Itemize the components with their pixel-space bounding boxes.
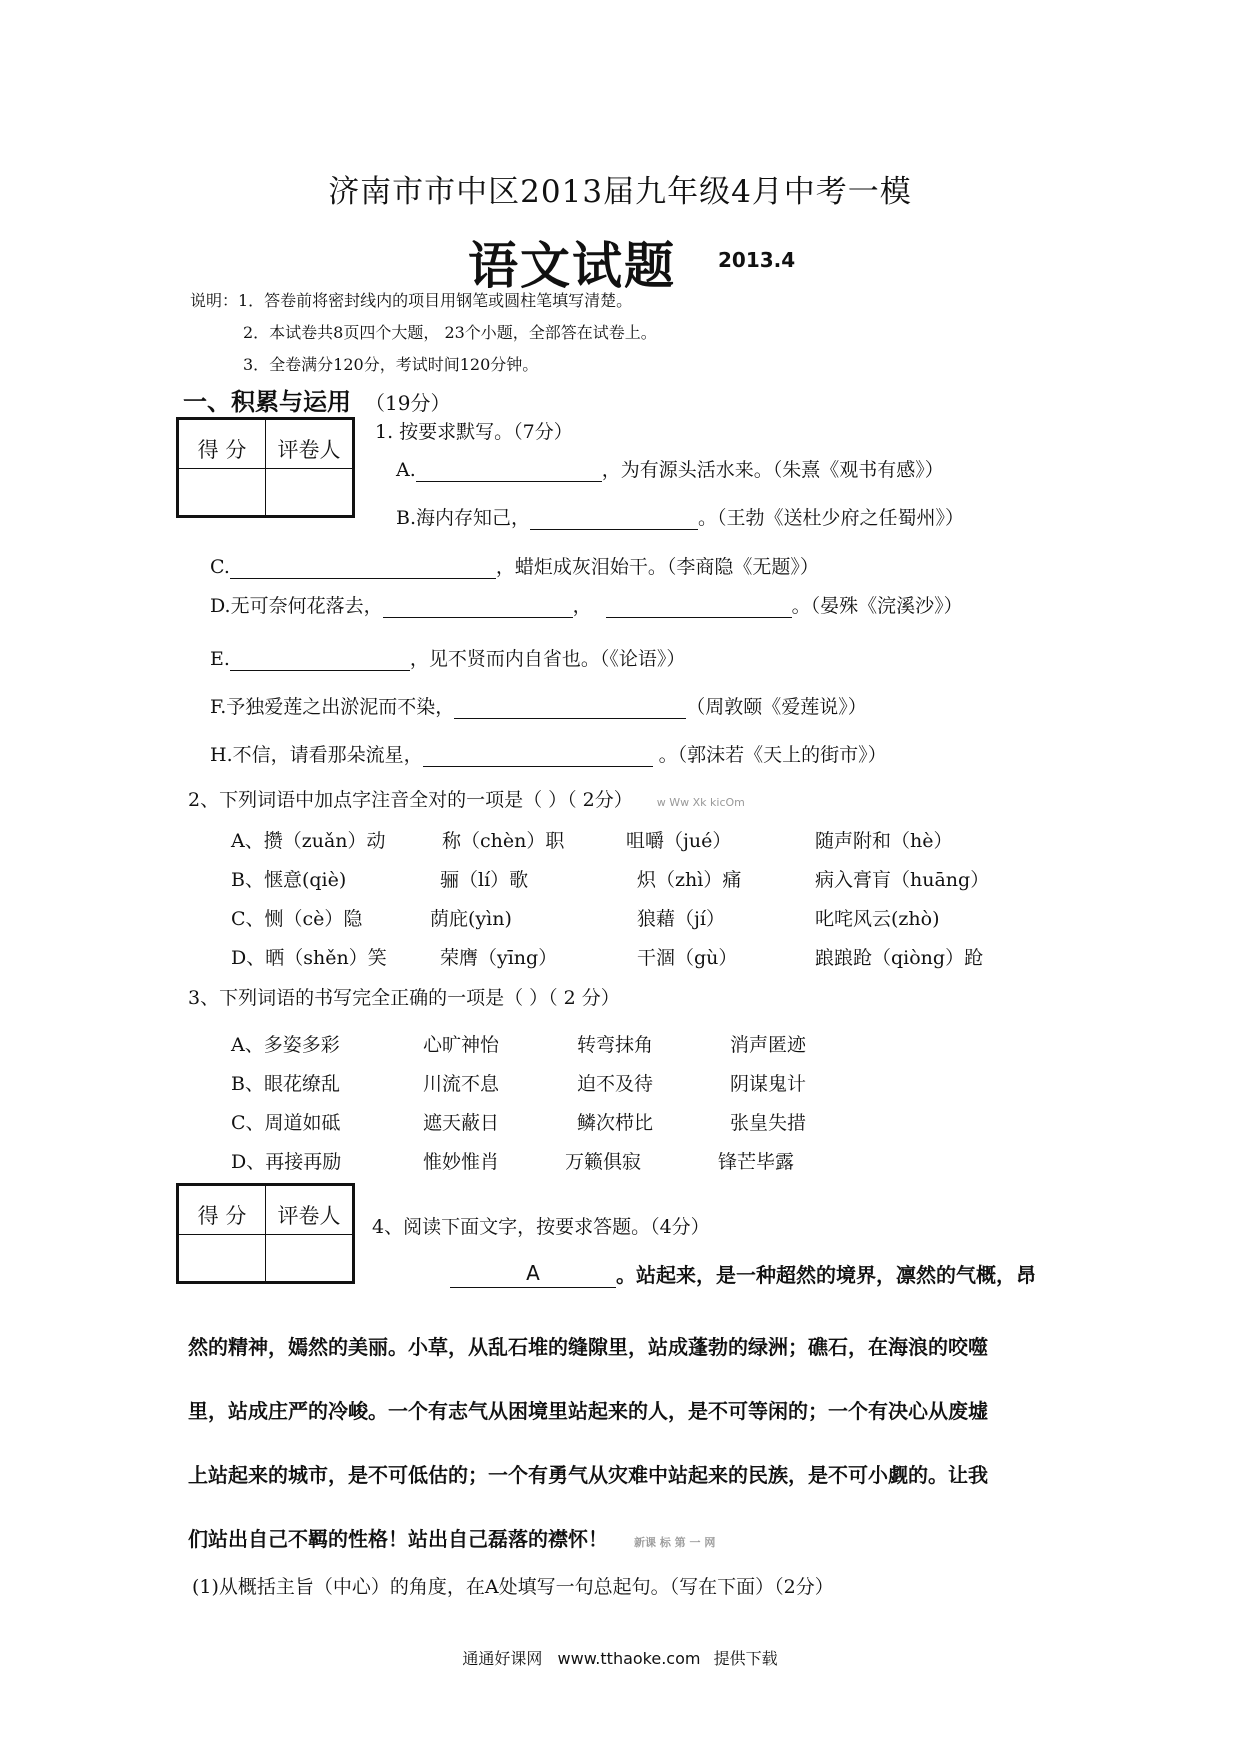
q3-b-3: 迫不及待 <box>577 1073 654 1095</box>
q1-c-label: C. <box>210 556 230 578</box>
q1-item-h <box>210 740 887 767</box>
q2-d-1: D、晒（shěn）笑 <box>231 947 387 969</box>
q1-f-blank[interactable] <box>454 696 686 719</box>
q1-b-head: B.海内存知己， <box>396 507 531 529</box>
q1-a-label: A. <box>396 459 416 481</box>
subject-title: 语文试题 <box>468 237 676 295</box>
grader-label: 评卷人 <box>266 419 354 469</box>
exam-title: 济南市市中区2013届九年级4月中考一模 <box>328 174 912 210</box>
q1-e-blank[interactable] <box>230 648 410 671</box>
q1-f-tail: （周敦颐《爱莲说》） <box>686 696 867 718</box>
q1-e-tail: ，见不贤而内自省也。（《论语》） <box>409 648 686 670</box>
q4-line-4: 上站起来的城市，是不可低估的；一个有勇气从灾难中站起来的民族，是不可小觑的。让我 <box>188 1463 988 1487</box>
q3-b-4: 阴谋鬼计 <box>730 1073 807 1095</box>
q2-a-3: 咀嚼（jué） <box>626 830 732 852</box>
q3-d-2: 惟妙惟肖 <box>423 1151 500 1173</box>
q1-item-d <box>210 591 963 618</box>
q3-b-2: 川流不息 <box>423 1073 500 1095</box>
q4-line-1-text: 。站起来，是一种超然的境界，凛然的气概，昂 <box>616 1263 1036 1287</box>
score-cell-2[interactable] <box>178 1235 266 1283</box>
footer-url[interactable]: www.tthaoke.com <box>557 1649 701 1668</box>
q1-item-e <box>210 644 685 671</box>
q1-h-head: H.不信，请看那朵流星， <box>210 744 423 766</box>
q1-b-tail: 。（王勃《送杜少府之任蜀州》） <box>698 507 965 529</box>
q4-line-3: 里，站成庄严的冷峻。一个有志气从困境里站起来的人，是不可等闲的；一个有决心从废墟 <box>188 1399 988 1423</box>
q1-d-blank-1[interactable] <box>383 595 573 618</box>
q1-c-tail: ，蜡炬成灰泪始干。（李商隐《无题》） <box>495 556 819 578</box>
grader-cell-2[interactable] <box>266 1235 354 1283</box>
q1-d-head: D.无可奈何花落去， <box>210 595 383 617</box>
q1-e-label: E. <box>210 648 230 670</box>
q2-stem-text: 2、下列词语中加点字注音全对的一项是（ ）（ 2分） <box>188 789 633 811</box>
q1-d-mid: ， <box>572 595 592 617</box>
q2-b-1: B、惬意(qiè) <box>231 869 347 891</box>
footer-tail: 提供下载 <box>713 1649 778 1668</box>
q1-h-blank[interactable] <box>423 744 653 767</box>
score-box <box>176 417 355 518</box>
q2-c-3: 狼藉（jí） <box>637 908 725 930</box>
q2-c-4: 叱咤风云(zhò) <box>815 908 940 930</box>
exam-date: 2013.4 <box>718 248 796 272</box>
q1-stem: 1. 按要求默写。（7分） <box>375 421 573 443</box>
q1-c-blank[interactable] <box>230 556 496 579</box>
q2-c-2: 荫庇(yìn) <box>430 908 512 930</box>
instruction-1: 说明：1．答卷前将密封线内的项目用钢笔或圆柱笔填写清楚。 <box>190 291 633 310</box>
score-label: 得 分 <box>178 419 266 469</box>
q4-blank-a[interactable]: A <box>450 1261 616 1288</box>
q2-b-2: 骊（lí）歌 <box>440 869 529 891</box>
q2-a-2: 称（chèn）职 <box>442 830 565 852</box>
q4-sub-1: (1)从概括主旨（中心）的角度，在A处填写一句总起句。（写在下面）（2分） <box>192 1576 834 1598</box>
q3-c-3: 鳞次栉比 <box>577 1112 654 1134</box>
grader-cell[interactable] <box>266 469 354 517</box>
q1-d-tail: 。（晏殊《浣溪沙》） <box>791 595 963 617</box>
section-title <box>183 382 450 417</box>
q3-stem: 3、下列词语的书写完全正确的一项是（ ）（ 2 分） <box>188 987 620 1009</box>
q1-f-head: F.予独爱莲之出淤泥而不染， <box>210 696 455 718</box>
q1-d-blank-2[interactable] <box>606 595 792 618</box>
q2-d-4: 踉踉跄（qiòng）跄 <box>815 947 984 969</box>
q3-d-4: 锋芒毕露 <box>718 1151 795 1173</box>
q3-d-1: D、再接再励 <box>231 1151 342 1173</box>
footer-site: 通通好课网 <box>462 1649 543 1668</box>
score-label-2: 得 分 <box>178 1185 266 1235</box>
q2-a-1: A、攒（zuǎn）动 <box>231 830 386 852</box>
q3-c-1: C、周道如砥 <box>231 1112 341 1134</box>
section-points: （19分） <box>365 391 451 415</box>
q2-watermark: w Ww Xk kicOm <box>656 796 745 809</box>
score-cell[interactable] <box>178 469 266 517</box>
grader-label-2: 评卷人 <box>266 1185 354 1235</box>
q3-d-3: 万籁俱寂 <box>565 1151 642 1173</box>
q4-line-5-text: 们站出自己不羁的性格！站出自己磊落的襟怀！ <box>188 1527 608 1551</box>
q1-item-b <box>396 503 964 530</box>
q3-a-3: 转弯抹角 <box>577 1034 654 1056</box>
q3-c-4: 张皇失措 <box>730 1112 807 1134</box>
q4-watermark: 新课 标 第 一 网 <box>634 1536 716 1549</box>
instruction-2: 2．本试卷共8页四个大题， 23个小题，全部答在试卷上。 <box>243 323 657 342</box>
q2-c-1: C、恻（cè）隐 <box>231 908 363 930</box>
q2-b-3: 炽（zhì）痛 <box>637 869 742 891</box>
q4-line-2: 然的精神，嫣然的美丽。小草，从乱石堆的缝隙里，站成蓬勃的绿洲；礁石，在海浪的咬噬 <box>188 1335 988 1359</box>
q1-item-c <box>210 552 819 579</box>
q4-line-5 <box>188 1523 715 1552</box>
q1-a-tail: ，为有源头活水来。（朱熹《观书有感》） <box>601 459 944 481</box>
q2-a-4: 随声附和（hè） <box>815 830 953 852</box>
q3-b-1: B、眼花缭乱 <box>231 1073 340 1095</box>
q4-stem: 4、阅读下面文字，按要求答题。（4分） <box>372 1216 710 1238</box>
q2-d-2: 荣膺（yīng） <box>440 947 558 969</box>
q1-item-f <box>210 692 867 719</box>
q1-a-blank[interactable] <box>416 459 602 482</box>
q1-b-blank[interactable] <box>530 507 698 530</box>
q1-item-a <box>396 455 944 482</box>
q3-c-2: 遮天蔽日 <box>423 1112 500 1134</box>
instruction-3: 3．全卷满分120分，考试时间120分钟。 <box>243 355 539 374</box>
q4-line-1 <box>450 1259 1036 1288</box>
q3-a-4: 消声匿迹 <box>730 1034 807 1056</box>
q1-h-tail: 。（郭沫若《天上的街市》） <box>652 744 887 766</box>
q2-b-4: 病入膏肓（huāng） <box>815 869 990 891</box>
q2-stem <box>188 785 745 812</box>
q3-a-1: A、多姿多彩 <box>231 1034 340 1056</box>
section-title-text: 一、积累与运用 <box>183 388 351 416</box>
q2-d-3: 干涸（gù） <box>637 947 738 969</box>
q3-a-2: 心旷神怡 <box>423 1034 500 1056</box>
score-box-2 <box>176 1183 355 1284</box>
footer <box>0 1646 1240 1669</box>
